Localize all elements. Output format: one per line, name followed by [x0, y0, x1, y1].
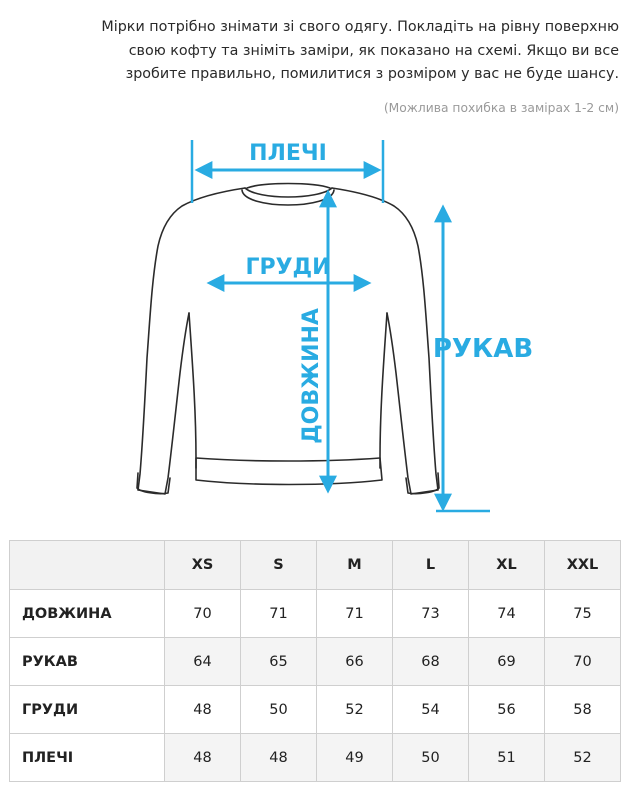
- table-cell: 48: [165, 734, 241, 782]
- table-cell: 48: [165, 686, 241, 734]
- size-header-m: M: [317, 541, 393, 590]
- table-cell: 48: [241, 734, 317, 782]
- table-cell: 71: [241, 590, 317, 638]
- table-cell: 69: [469, 638, 545, 686]
- table-cell: 70: [545, 638, 621, 686]
- table-cell: 66: [317, 638, 393, 686]
- table-cell: 58: [545, 686, 621, 734]
- size-table: [9, 540, 621, 782]
- table-cell: 54: [393, 686, 469, 734]
- row-label-shoulders: ПЛЕЧІ: [10, 734, 165, 782]
- row-label-chest: ГРУДИ: [10, 686, 165, 734]
- table-cell: 50: [241, 686, 317, 734]
- sweatshirt-outline-icon: [137, 184, 439, 495]
- size-header-xl: XL: [469, 541, 545, 590]
- intro-line-3: зробите правильно, помилитися з розміром у вас не буде шансу.: [125, 66, 619, 82]
- measurement-diagram: [0, 128, 631, 528]
- size-header-l: L: [393, 541, 469, 590]
- row-label-length: ДОВЖИНА: [10, 590, 165, 638]
- table-cell: 52: [317, 686, 393, 734]
- size-header-xs: XS: [165, 541, 241, 590]
- table-cell: 68: [393, 638, 469, 686]
- table-row: [10, 686, 621, 734]
- table-cell: 64: [165, 638, 241, 686]
- table-corner: [10, 541, 165, 590]
- row-label-sleeve: РУКАВ: [10, 638, 165, 686]
- intro-line-2: свою кофту та зніміть заміри, як показано на схемі. Якщо ви все: [128, 42, 619, 59]
- size-header-row: [10, 541, 621, 590]
- table-row: [10, 590, 621, 638]
- label-chest: ГРУДИ: [245, 255, 331, 280]
- table-cell: 73: [393, 590, 469, 638]
- label-shoulders: ПЛЕЧІ: [249, 141, 327, 166]
- label-length: ДОВЖИНА: [299, 308, 324, 444]
- table-cell: 56: [469, 686, 545, 734]
- table-cell: 65: [241, 638, 317, 686]
- table-cell: 52: [545, 734, 621, 782]
- table-cell: 70: [165, 590, 241, 638]
- table-cell: 74: [469, 590, 545, 638]
- table-cell: 75: [545, 590, 621, 638]
- table-cell: 50: [393, 734, 469, 782]
- intro-text: [19, 16, 619, 87]
- size-header-s: S: [241, 541, 317, 590]
- error-margin-note: (Можлива похибка в замірах 1-2 см): [383, 101, 619, 115]
- table-cell: 71: [317, 590, 393, 638]
- table-cell: 51: [469, 734, 545, 782]
- table-row: [10, 734, 621, 782]
- size-header-xxl: XXL: [545, 541, 621, 590]
- intro-line-1: Мірки потрібно знімати зі свого одягу. Покладіть на рівну поверхню: [101, 19, 619, 35]
- table-row: [10, 638, 621, 686]
- label-sleeve: РУКАВ: [432, 334, 534, 364]
- table-cell: 49: [317, 734, 393, 782]
